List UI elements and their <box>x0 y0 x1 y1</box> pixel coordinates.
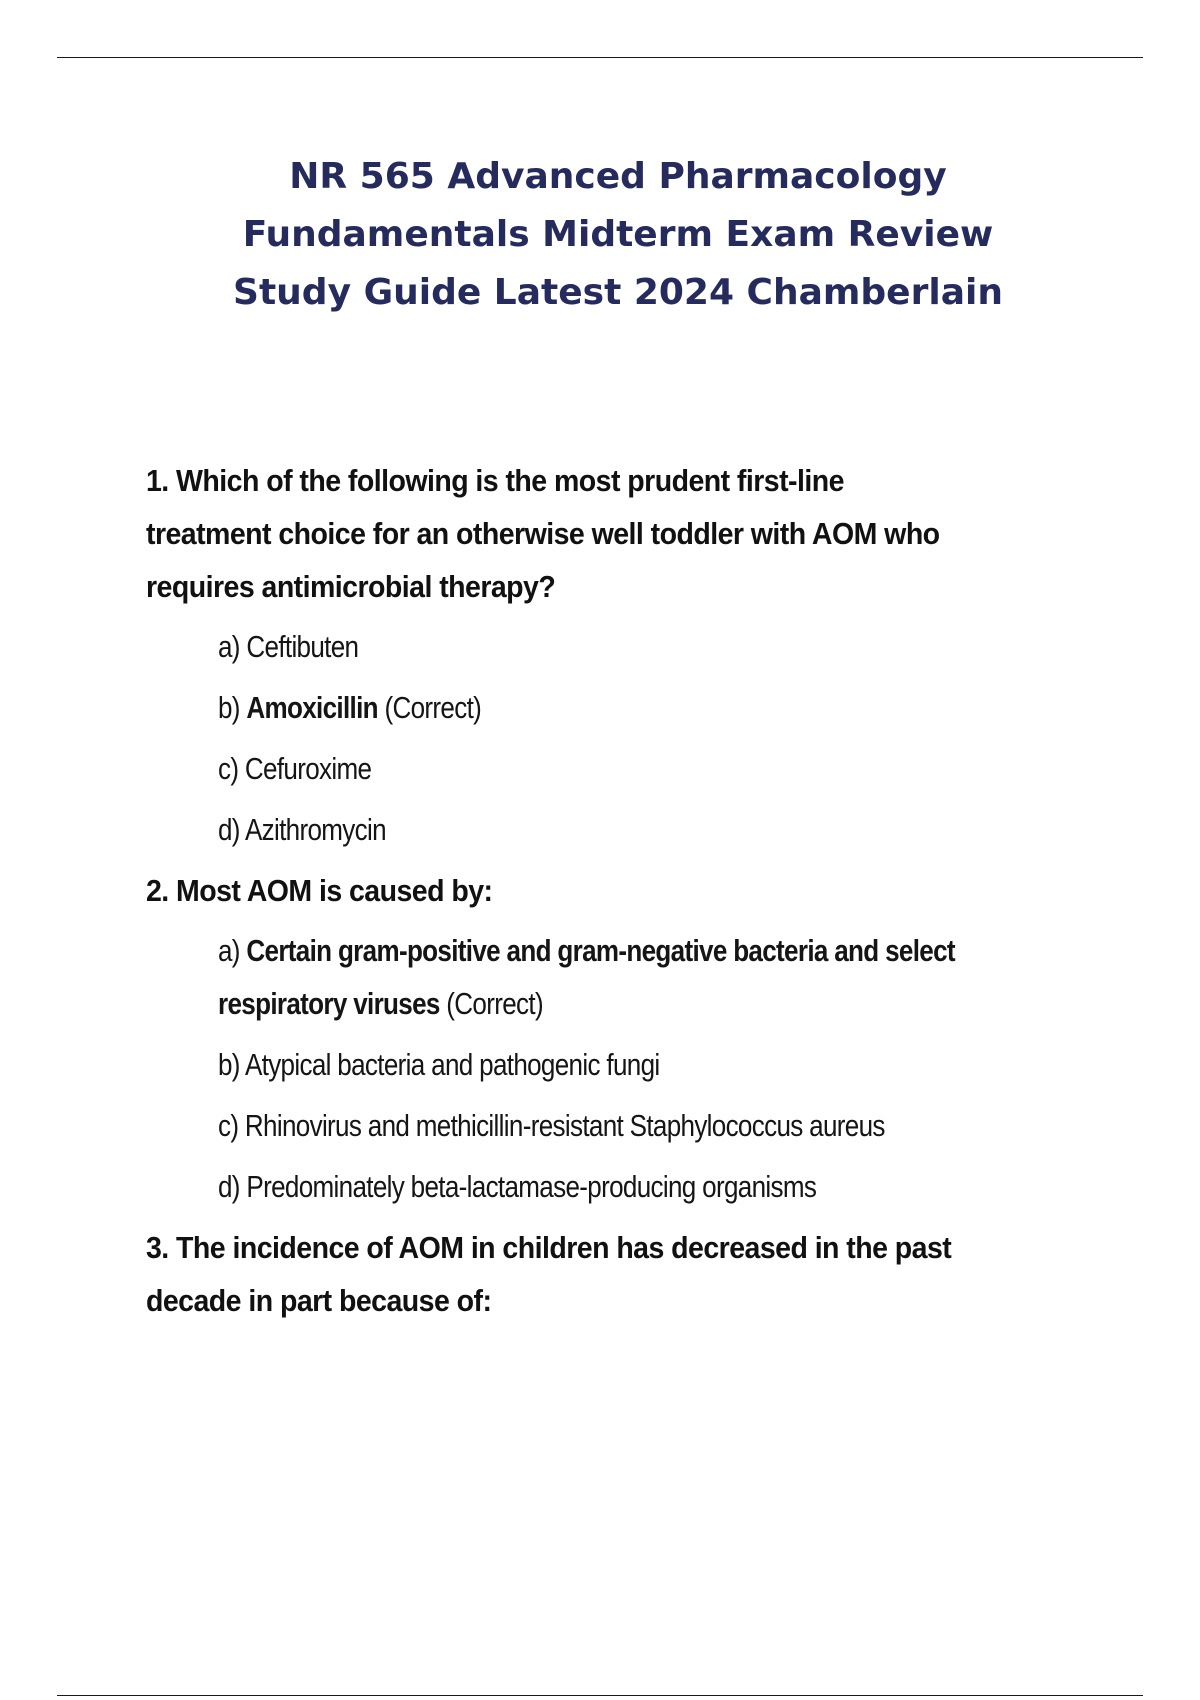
question-text: 3. The incidence of AOM in children has decreased in the past decade in part because of: <box>146 1230 952 1318</box>
option-b <box>218 1038 914 1091</box>
bottom-rule <box>57 1695 1143 1696</box>
option-text: Ceftibuten <box>246 629 359 664</box>
option-prefix: d) <box>218 812 245 847</box>
option-prefix: c) <box>218 1108 245 1143</box>
correct-marker: (Correct) <box>377 690 482 725</box>
option-text: Predominately beta-lactamase-producing organisms <box>246 1169 817 1204</box>
correct-marker: (Correct) <box>439 986 543 1021</box>
question-text: 1. Which of the following is the most prudent first-line treatment choice for an otherwise well toddler with AOM who requires antimicrobial therapy? <box>146 463 940 604</box>
option-prefix: c) <box>218 751 245 786</box>
question-list <box>146 454 1046 1329</box>
document-title <box>120 148 1116 322</box>
answer-options <box>146 620 1046 856</box>
option-text: Cefuroxime <box>244 751 372 786</box>
option-text: Rhinovirus and methicillin-resistant Staphylococcus aureus <box>244 1108 885 1143</box>
question-2 <box>146 864 1046 1213</box>
title-line: NR 565 Advanced Pharmacology <box>289 156 947 197</box>
option-prefix: b) <box>218 1047 245 1082</box>
correct-answer: Amoxicillin <box>246 690 378 725</box>
option-prefix: a) <box>218 933 247 968</box>
question-text: 2. Most AOM is caused by: <box>146 873 493 908</box>
option-b <box>218 681 914 734</box>
option-c <box>218 1099 914 1152</box>
question-1 <box>146 454 1046 856</box>
top-rule <box>57 57 1143 58</box>
option-prefix: b) <box>218 690 247 725</box>
question-3 <box>146 1221 1046 1327</box>
answer-options <box>146 924 1046 1213</box>
option-d <box>218 1160 914 1213</box>
option-c <box>218 742 914 795</box>
title-line: Study Guide Latest 2024 Chamberlain <box>233 272 1003 313</box>
option-a <box>218 924 1058 1030</box>
option-text: Azithromycin <box>244 812 386 847</box>
title-line: Fundamentals Midterm Exam Review <box>242 214 994 255</box>
option-text: Atypical bacteria and pathogenic fungi <box>244 1047 660 1082</box>
correct-answer: Certain gram-positive and gram-negative bacteria and select respiratory viruses <box>218 933 955 1021</box>
option-prefix: a) <box>218 629 247 664</box>
option-d <box>218 803 914 856</box>
option-prefix: d) <box>218 1169 247 1204</box>
option-a <box>218 620 914 673</box>
